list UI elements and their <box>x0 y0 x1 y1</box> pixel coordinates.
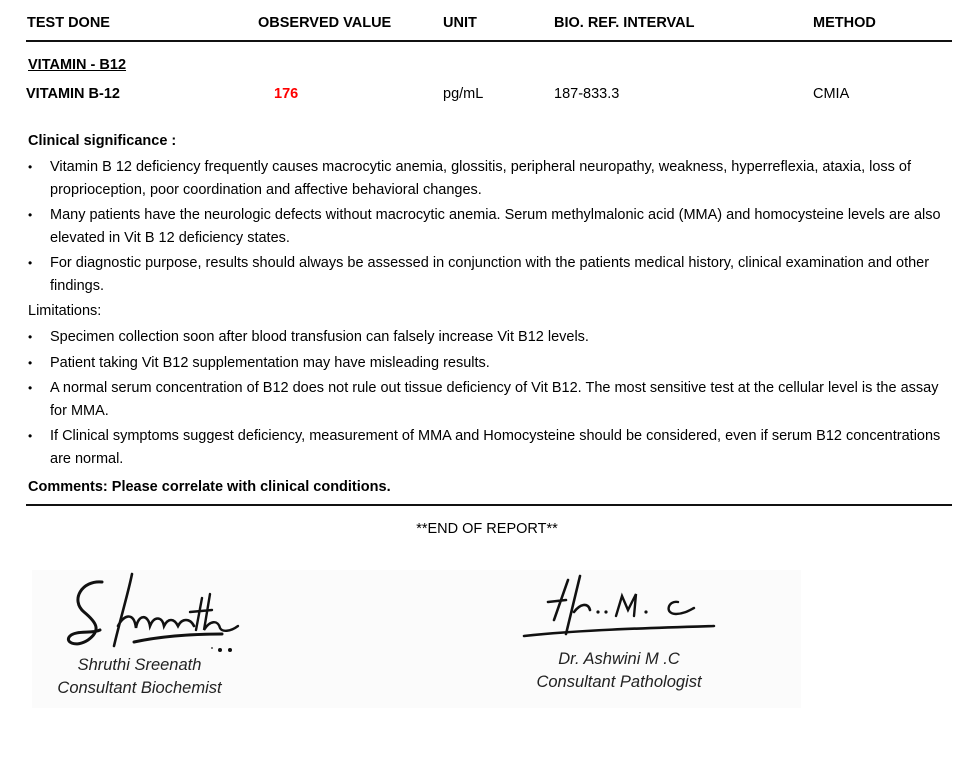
signature-image-icon <box>62 570 262 658</box>
clinical-significance-list <box>28 156 952 300</box>
clinical-significance-title: Clinical significance : <box>28 133 177 149</box>
signature-image-icon <box>518 572 718 642</box>
observed-value: 176 <box>274 86 299 102</box>
signature-block-biochemist <box>32 570 266 708</box>
limitations-title: Limitations: <box>28 303 102 319</box>
header-test-done: TEST DONE <box>27 15 110 31</box>
list-item: • For diagnostic purpose, results should always be assessed in conjunction with the patients medical history, clinical examination and other findings. <box>28 252 952 297</box>
signatory-title: Consultant Biochemist <box>57 679 222 697</box>
limitations-list <box>28 326 952 473</box>
unit-value: pg/mL <box>443 86 484 102</box>
test-name: VITAMIN B-12 <box>26 86 120 102</box>
comments: Comments: Please correlate with clinical conditions. <box>28 479 391 495</box>
bullet-icon: • <box>28 381 33 395</box>
end-of-report: **END OF REPORT** <box>416 521 558 537</box>
section-title: VITAMIN - B12 <box>28 57 127 73</box>
footer-divider <box>26 504 952 506</box>
signatory-name: Shruthi Sreenath <box>77 656 202 674</box>
signature-block-pathologist <box>514 570 801 708</box>
list-item: • Vitamin B 12 deficiency frequently causes macrocytic anemia, glossitis, peripheral neuropathy, weakness, hyperreflexia, ataxia, loss of proprioception, poor coordination and affective behavioral changes. <box>28 156 952 201</box>
signatory-name: Dr. Ashwini M .C <box>558 650 680 668</box>
bullet-icon: • <box>28 256 33 270</box>
header-bio-ref-interval: BIO. REF. INTERVAL <box>554 15 695 31</box>
list-item: • If Clinical symptoms suggest deficiency, measurement of MMA and Homocysteine should be considered, even if serum B12 concentrations are normal. <box>28 425 952 470</box>
signatory-title: Consultant Pathologist <box>536 673 702 691</box>
bullet-icon: • <box>28 208 33 222</box>
header-divider <box>26 40 952 42</box>
signature-background-panel <box>266 570 514 708</box>
bullet-icon: • <box>28 330 33 344</box>
header-unit: UNIT <box>443 15 477 31</box>
header-observed-value: OBSERVED VALUE <box>258 15 392 31</box>
bullet-icon: • <box>28 355 33 370</box>
bullet-icon: • <box>28 429 33 443</box>
list-item: • Patient taking Vit B12 supplementation may have misleading results. <box>28 352 952 375</box>
bullet-icon: • <box>28 160 33 174</box>
ref-interval-value: 187-833.3 <box>554 86 620 102</box>
method-value: CMIA <box>813 86 850 102</box>
list-item: • A normal serum concentration of B12 does not rule out tissue deficiency of Vit B12. The most sensitive test at the cellular level is the assay for MMA. <box>28 377 952 422</box>
header-method: METHOD <box>813 15 876 31</box>
list-item: • Specimen collection soon after blood transfusion can falsely increase Vit B12 levels. <box>28 326 952 349</box>
list-item: • Many patients have the neurologic defects without macrocytic anemia. Serum methylmalonic acid (MMA) and homocysteine levels are also elevated in Vit B 12 deficiency states. <box>28 204 952 249</box>
